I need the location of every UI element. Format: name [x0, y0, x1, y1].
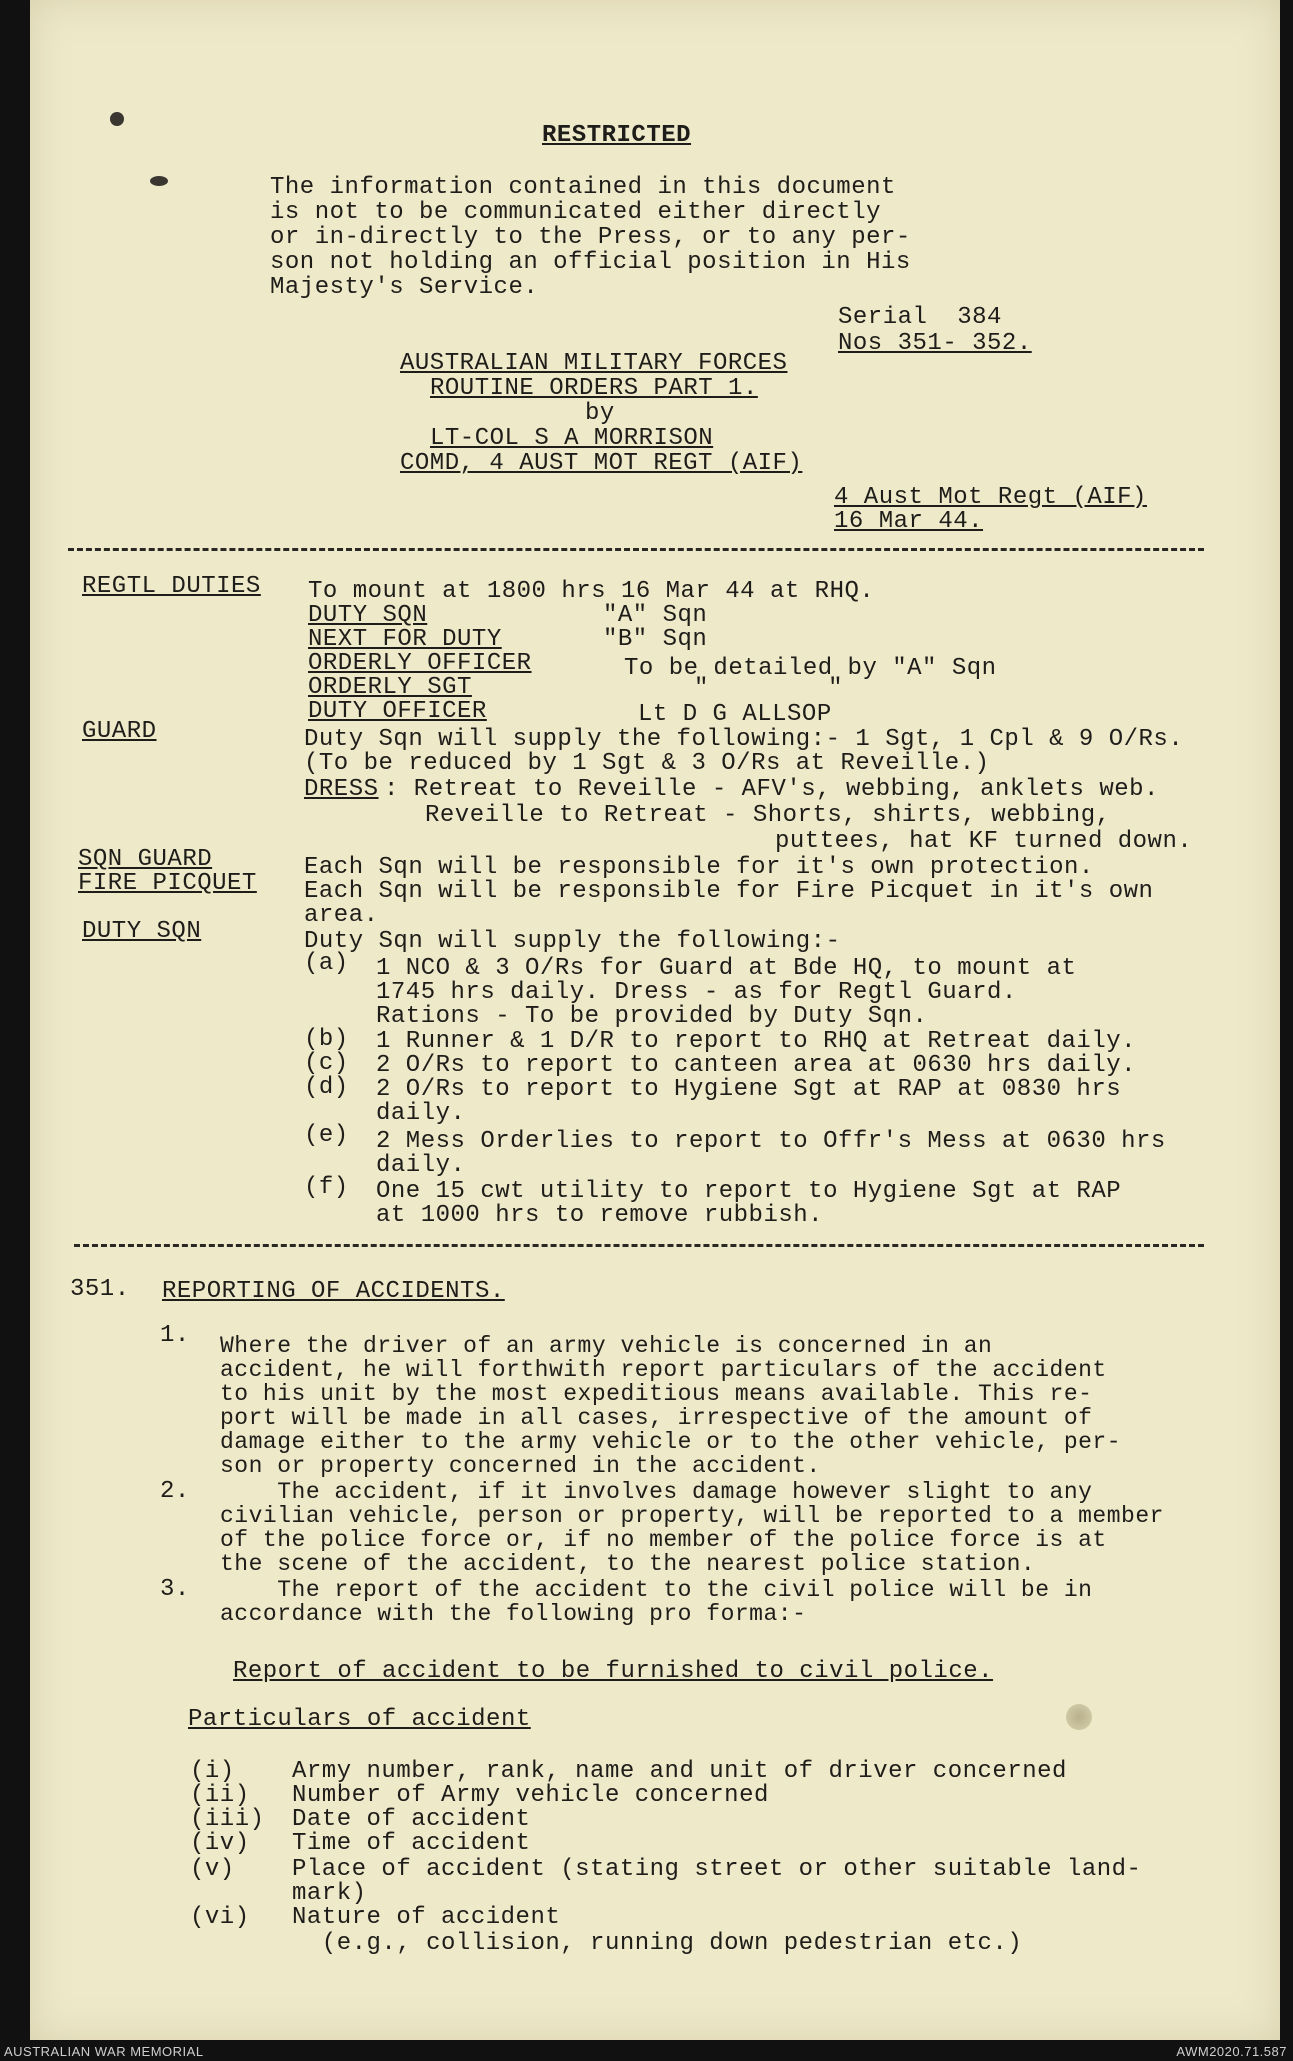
item-line: 2 Mess Orderlies to report to Offr's Mess at 0630 hrs — [376, 1128, 1166, 1155]
title-line: LT-COL S A MORRISON — [430, 425, 714, 452]
paragraph-line: accordance with the following pro forma:- — [220, 1601, 807, 1627]
serial-number: Serial 384 — [838, 304, 1002, 331]
archive-id: AWM2020.71.587 — [1176, 2044, 1287, 2059]
guard-line: (To be reduced by 1 Sgt & 3 O/Rs at Reveille.) — [304, 750, 990, 777]
item-line: 1745 hrs daily. Dress - as for Regtl Guard. — [376, 979, 1017, 1006]
divider — [74, 1244, 1204, 1247]
item-marker: (e) — [304, 1122, 349, 1149]
mount-line: To mount at 1800 hrs 16 Mar 44 at RHQ. — [308, 578, 875, 605]
item-marker: (d) — [304, 1074, 349, 1101]
item-line: 1 NCO & 3 O/Rs for Guard at Bde HQ, to mount at — [376, 955, 1077, 982]
paragraph-line: son or property concerned in the accident. — [220, 1453, 821, 1479]
section-heading: REPORTING OF ACCIDENTS. — [162, 1278, 505, 1305]
notice-line: son not holding an official position in His — [270, 249, 911, 276]
order-date: 16 Mar 44. — [834, 508, 984, 535]
particular-text: (e.g., collision, running down pedestrian etc.) — [292, 1930, 1023, 1957]
unit-name: 4 Aust Mot Regt (AIF) — [834, 484, 1147, 511]
particular-marker: (iv) — [190, 1830, 250, 1857]
item-line: daily. — [376, 1100, 466, 1127]
order-number: 351. — [70, 1276, 130, 1303]
ink-mark — [150, 176, 168, 186]
item-marker: (f) — [304, 1174, 349, 1201]
restricted-heading: RESTRICTED — [542, 122, 692, 149]
paragraph-number: 1. — [160, 1322, 190, 1349]
paragraph-line: the scene of the accident, to the nearest police station. — [220, 1551, 1036, 1577]
paragraph-line: accident, he will forthwith report particulars of the accident — [220, 1357, 1107, 1383]
title-line: COMD, 4 AUST MOT REGT (AIF) — [400, 450, 803, 477]
duty-row-value: "A" Sqn — [603, 602, 708, 629]
paragraph-line: Where the driver of an army vehicle is concerned in an — [220, 1333, 993, 1359]
guard-line: Duty Sqn will supply the following:- 1 Sgt, 1 Cpl & 9 O/Rs. — [304, 726, 1184, 753]
particular-text: mark) — [292, 1880, 367, 1907]
particular-text: Nature of accident — [292, 1904, 561, 1931]
paper-stain — [1066, 1704, 1092, 1730]
form-heading: Report of accident to be furnished to civil police. — [233, 1658, 994, 1685]
dress-line: Reveille to Retreat - Shorts, shirts, webbing, — [425, 802, 1111, 829]
title-line: ROUTINE ORDERS PART 1. — [430, 375, 758, 402]
regtl-duties-label: REGTL DUTIES — [82, 573, 261, 600]
item-line: 2 O/Rs to report to canteen area at 0630 hrs daily. — [376, 1052, 1137, 1079]
dress-line: : Retreat to Reveille - AFV's, webbing, anklets web. — [384, 776, 1159, 803]
particular-text: Number of Army vehicle concerned — [292, 1782, 769, 1809]
particular-text: Time of accident — [292, 1830, 531, 1857]
duty-row-value: " " — [694, 675, 844, 702]
fire-picquet-line: area. — [304, 902, 379, 929]
paragraph-line: The accident, if it involves damage however slight to any — [220, 1479, 1093, 1505]
notice-line: The information contained in this document — [270, 174, 896, 201]
duty-sqn-label: DUTY SQN — [82, 918, 202, 945]
item-line: at 1000 hrs to remove rubbish. — [376, 1202, 824, 1229]
paragraph-line: damage either to the army vehicle or to the other vehicle, per- — [220, 1429, 1122, 1455]
particular-marker: (v) — [190, 1856, 235, 1883]
item-line: daily. — [376, 1152, 466, 1179]
order-numbers: Nos 351- 352. — [838, 330, 1032, 357]
duty-row-value: "B" Sqn — [603, 626, 708, 653]
particular-text: Date of accident — [292, 1806, 531, 1833]
duty-row-label: ORDERLY OFFICER — [308, 650, 532, 677]
guard-label: GUARD — [82, 718, 157, 745]
particular-marker: (iii) — [190, 1806, 265, 1833]
sqn-guard-text: Each Sqn will be responsible for it's own protection. — [304, 854, 1094, 881]
paragraph-line: to his unit by the most expeditious means available. This re- — [220, 1381, 1093, 1407]
paragraph-line: The report of the accident to the civil police will be in — [220, 1577, 1093, 1603]
fire-picquet-line: Each Sqn will be responsible for Fire Picquet in it's own — [304, 878, 1154, 905]
duty-row-value: Lt D G ALLSOP — [638, 701, 832, 728]
title-line: AUSTRALIAN MILITARY FORCES — [400, 350, 788, 377]
paragraph-line: of the police force or, if no member of the police force is at — [220, 1527, 1107, 1553]
particular-text: Place of accident (stating street or other suitable land- — [292, 1856, 1142, 1883]
duty-sqn-intro: Duty Sqn will supply the following:- — [304, 928, 841, 955]
item-marker: (a) — [304, 950, 349, 977]
item-line: 2 O/Rs to report to Hygiene Sgt at RAP at 0830 hrs — [376, 1076, 1122, 1103]
particulars-heading: Particulars of accident — [188, 1706, 531, 1733]
title-line: by — [585, 400, 615, 427]
paragraph-number: 3. — [160, 1576, 190, 1603]
paragraph-line: port will be made in all cases, irrespective of the amount of — [220, 1405, 1093, 1431]
duty-row-label: ORDERLY SGT — [308, 674, 472, 701]
particular-marker: (ii) — [190, 1782, 250, 1809]
sqn-guard-label: SQN GUARD — [78, 846, 213, 873]
notice-line: is not to be communicated either directly — [270, 199, 881, 226]
duty-row-value: To be detailed by "A" Sqn — [624, 655, 997, 682]
divider — [68, 548, 1204, 551]
item-line: Rations - To be provided by Duty Sqn. — [376, 1003, 928, 1030]
item-line: 1 Runner & 1 D/R to report to RHQ at Retreat daily. — [376, 1028, 1137, 1055]
particular-marker: (i) — [190, 1758, 235, 1785]
item-line: One 15 cwt utility to report to Hygiene Sgt at RAP — [376, 1178, 1122, 1205]
duty-row-label: NEXT FOR DUTY — [308, 626, 502, 653]
duty-row-label: DUTY OFFICER — [308, 698, 487, 725]
archive-credit: AUSTRALIAN WAR MEMORIAL — [4, 2044, 204, 2059]
particular-text: Army number, rank, name and unit of driver concerned — [292, 1758, 1067, 1785]
particular-marker: (vi) — [190, 1904, 250, 1931]
paragraph-number: 2. — [160, 1478, 190, 1505]
dress-label: DRESS — [304, 776, 379, 803]
duty-row-label: DUTY SQN — [308, 602, 428, 629]
item-marker: (b) — [304, 1026, 349, 1053]
dress-line: puttees, hat KF turned down. — [775, 828, 1193, 855]
notice-line: or in-directly to the Press, or to any per- — [270, 224, 911, 251]
paragraph-line: civilian vehicle, person or property, will be reported to a member — [220, 1503, 1164, 1529]
item-marker: (c) — [304, 1050, 349, 1077]
ink-mark — [110, 112, 124, 126]
document-page — [30, 0, 1280, 2040]
notice-line: Majesty's Service. — [270, 274, 539, 301]
fire-picquet-label: FIRE PICQUET — [78, 870, 257, 897]
